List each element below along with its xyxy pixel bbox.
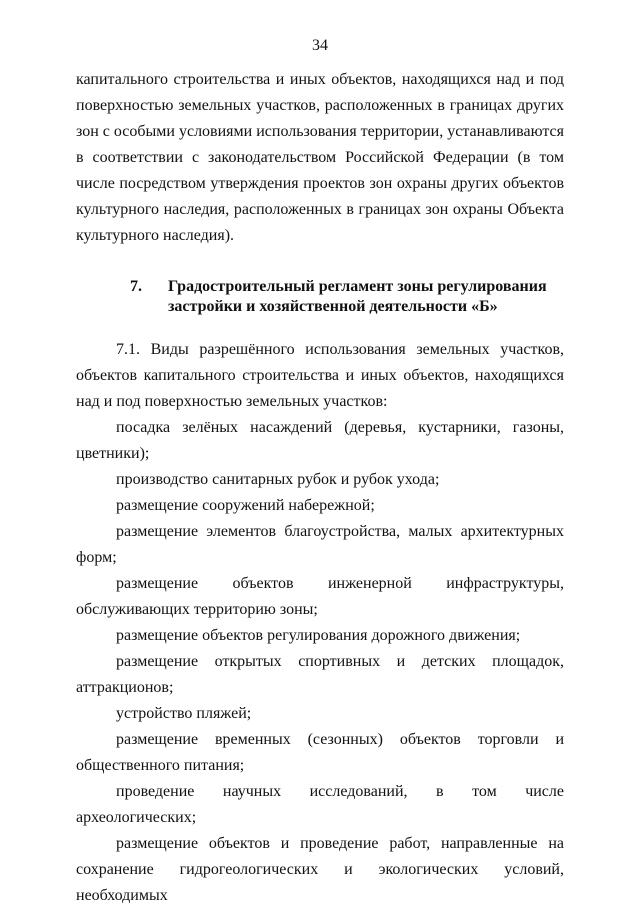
list-item: размещение элементов благоустройства, малых архитектурных форм; xyxy=(76,523,564,566)
clause-7-1: 7.1. Виды разрешённого использования земельных участков, объектов капитального строительства и иных объектов, находящихся над и под поверхностью земельных участков: xyxy=(76,341,564,410)
list-item: проведение научных исследований, в том числе археологических; xyxy=(76,783,564,826)
list-item: устройство пляжей; xyxy=(116,705,252,722)
list-item: размещение объектов регулирования дорожного движения; xyxy=(116,627,521,644)
list-item: размещение объектов и проведение работ, направленные на сохранение гидрогеологических и экологических условий, необходимых xyxy=(76,835,564,904)
list-item: посадка зелёных насаждений (деревья, кустарники, газоны, цветники); xyxy=(76,419,564,462)
page-number: 34 xyxy=(312,37,328,54)
section-heading xyxy=(76,277,564,317)
list-item: производство санитарных рубок и рубок ухода; xyxy=(116,471,440,488)
list-item: размещение сооружений набережной; xyxy=(116,497,375,514)
list-item: размещение открытых спортивных и детских площадок, аттракционов; xyxy=(76,653,564,696)
page-content xyxy=(76,67,564,909)
intro-paragraph: капитального строительства и иных объектов, находящихся над и под поверхностью земельных участков, расположенных в границах других зон с особыми условиями использования территории, устанавливаются в соответствии с законодательством Российской Федерации (в том числе посредством утверждения проектов зон охраны других объектов культурного наследия, расположенных в границах зон охраны Объекта культурного наследия). xyxy=(76,71,565,244)
section-title-line2: застройки и хозяйственной деятельности «Б» xyxy=(168,298,498,315)
section-number: 7. xyxy=(130,278,142,295)
section-title-line1: Градостроительный регламент зоны регулирования xyxy=(168,278,547,295)
list-item: размещение объектов инженерной инфраструктуры, обслуживающих территорию зоны; xyxy=(76,575,564,618)
list-item: размещение временных (сезонных) объектов торговли и общественного питания; xyxy=(76,731,564,774)
